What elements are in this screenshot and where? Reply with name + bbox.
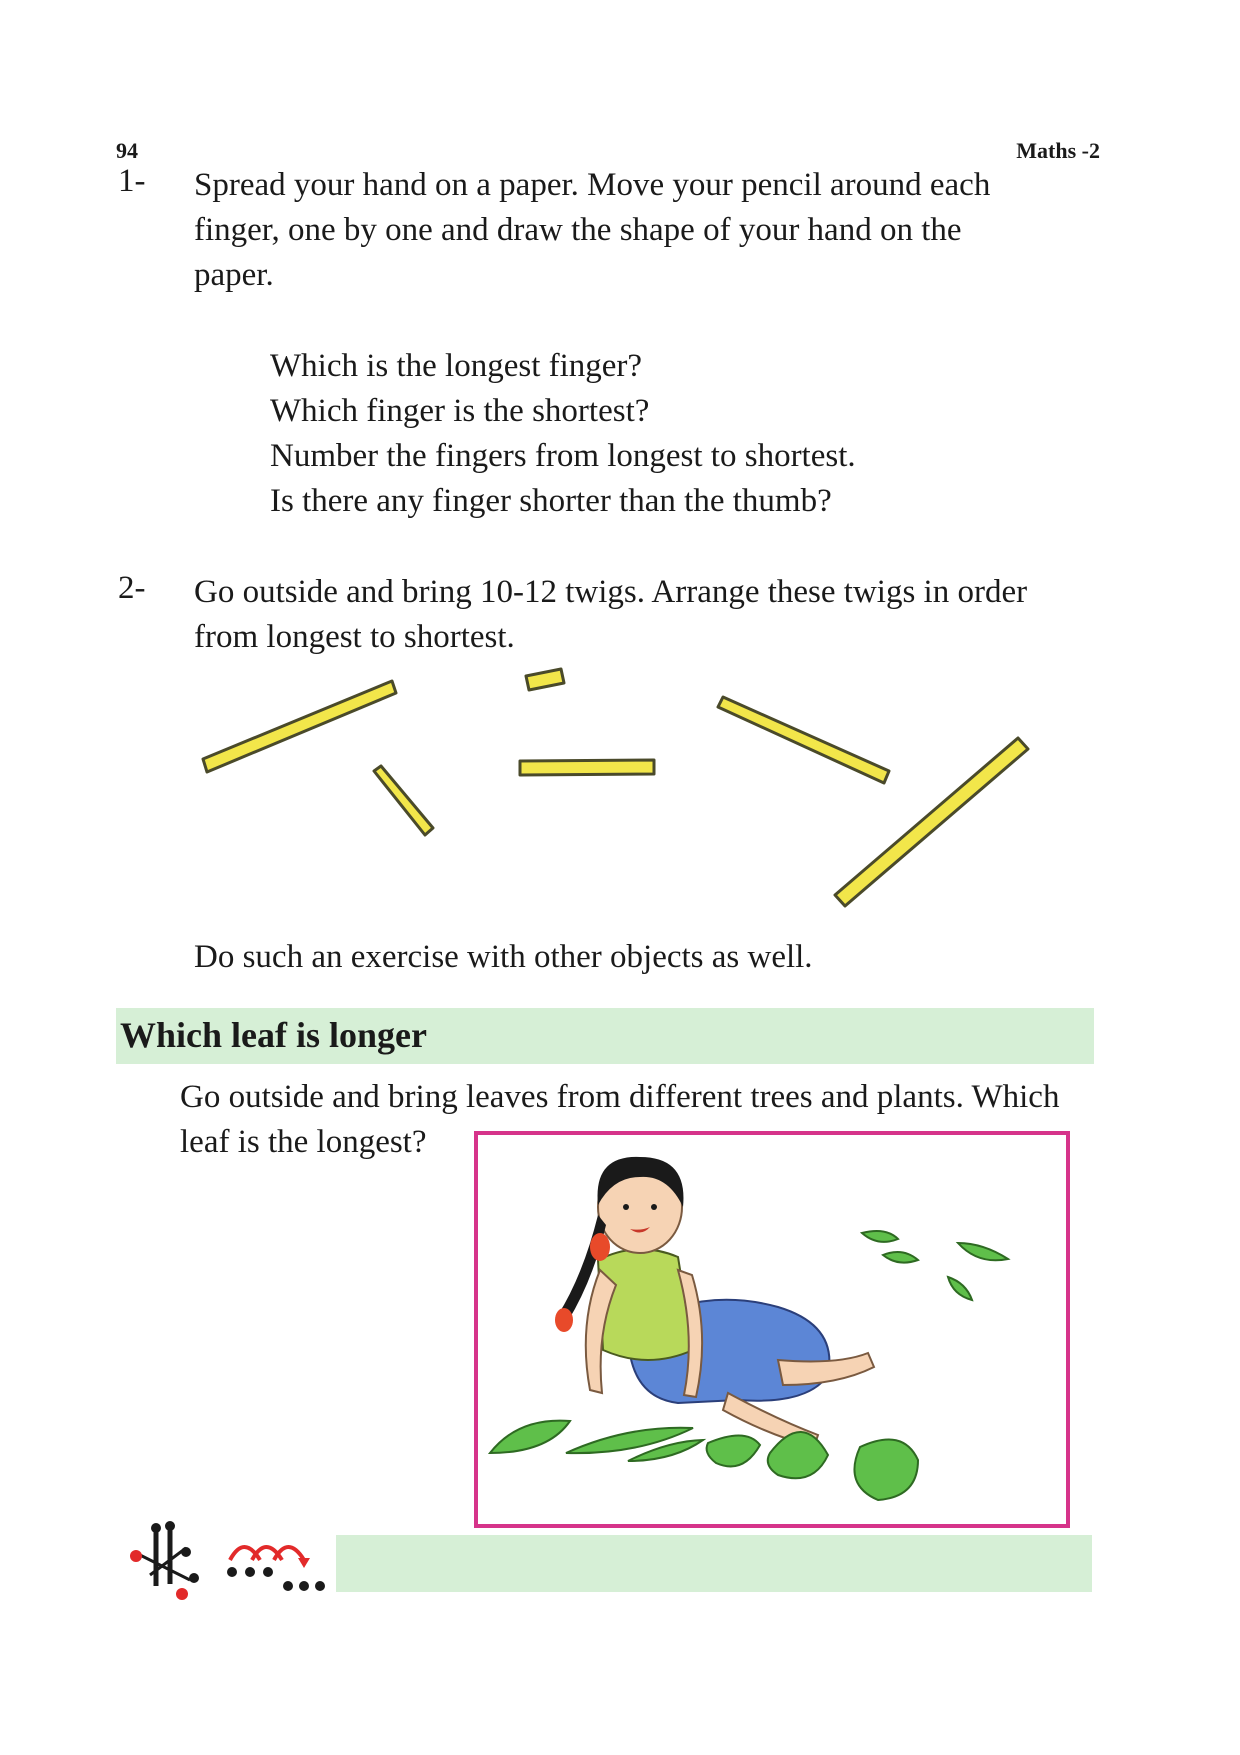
twig-stick [526, 669, 564, 690]
exercise-1-line: finger, one by one and draw the shape of your hand on the [194, 212, 962, 248]
section-line: leaf is the longest? [180, 1124, 427, 1160]
leaf [883, 1252, 918, 1263]
jump-arrows-icon [227, 1547, 325, 1591]
book-title: Maths -2 [1016, 138, 1100, 163]
exercise-2-followup: Do such an exercise with other objects as well. [194, 939, 813, 975]
exercise-2-line: from longest to shortest. [194, 619, 515, 655]
leaf [854, 1439, 918, 1500]
question-line: Number the fingers from longest to shortest. [270, 438, 856, 474]
exercise-1-line: Spread your hand on a paper. Move your pencil around each [194, 167, 991, 203]
twig-stick [718, 697, 889, 783]
girl-with-leaves-illustration [478, 1135, 1066, 1524]
twig-stick [203, 681, 396, 772]
twig-stick [374, 766, 433, 835]
exercise-2-number: 2- [118, 570, 146, 606]
question-line: Which finger is the shortest? [270, 393, 650, 429]
question-line: Which is the longest finger? [270, 348, 643, 384]
leaf [958, 1243, 1008, 1260]
exercise-1-number: 1- [118, 163, 146, 199]
leaf [862, 1231, 898, 1242]
section-line: Go outside and bring leaves from different trees and plants. Which [180, 1079, 1060, 1115]
counting-beads-icon [130, 1521, 199, 1600]
leaf [768, 1432, 828, 1478]
leaf [707, 1435, 760, 1466]
twig-stick [520, 760, 654, 775]
leaf [490, 1421, 570, 1453]
page-number: 94 [116, 138, 138, 163]
footer-band [336, 1535, 1092, 1592]
leaf [948, 1277, 972, 1300]
exercise-2-line: Go outside and bring 10-12 twigs. Arrange these twigs in order [194, 574, 1028, 610]
section-heading: Which leaf is longer [120, 1015, 427, 1055]
footer-icons [120, 1520, 335, 1608]
exercise-1-line: paper. [194, 257, 274, 293]
question-line: Is there any finger shorter than the thumb? [270, 483, 832, 519]
